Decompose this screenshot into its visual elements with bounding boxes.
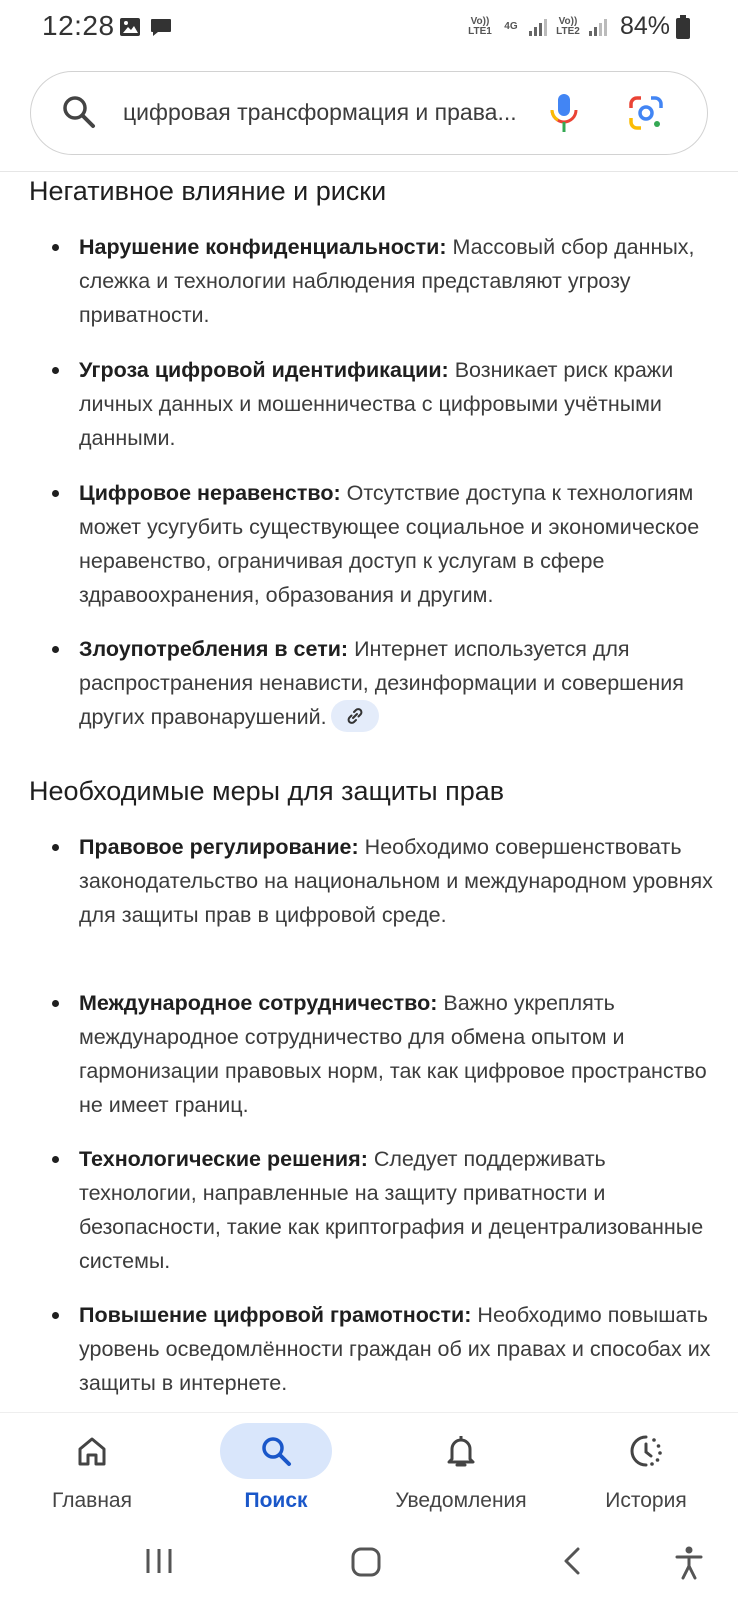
item-body: Следует поддерживать технологии, направленные на защиту приватности и безопасности, такие как криптография и децентрализованные системы. [79,1147,704,1273]
home-icon [74,1433,110,1469]
list-item-text [79,230,719,332]
battery-percent: 84% [619,12,670,40]
item-heading: Повышение цифровой грамотности: [79,1303,472,1327]
search-box[interactable] [30,71,708,155]
item-body: Отсутствие доступа к технологиям может усугубить существующее социальное и экономическое неравенство, ограничивая доступ к услугам в сфере здравоохранения, образования и другим. [79,481,700,607]
list-item-text [79,1142,719,1278]
bullet-dot [52,490,59,497]
gallery-notification-icon [119,16,141,43]
nav-search[interactable] [206,1413,346,1531]
section-title: Необходимые меры для защиты прав [29,776,505,806]
nav-notifications[interactable] [382,1413,540,1531]
battery-icon [676,15,690,39]
google-lens-icon[interactable] [627,94,665,137]
home-button[interactable] [350,1546,382,1583]
bullet-dot [52,1156,59,1163]
back-icon [560,1546,584,1576]
item-heading: Угроза цифровой идентификации: [79,358,449,382]
nav-label: Главная [52,1489,132,1512]
item-body: Возникает риск кражи личных данных и мошенничества с цифровыми учётными данными. [79,358,674,450]
status-bar [0,0,738,56]
list-item-text [79,476,729,612]
bullet-dot [52,646,59,653]
bullet-dot [52,1000,59,1007]
link-icon [345,707,365,725]
status-indicators [466,12,690,41]
signal-icon [528,17,548,37]
item-heading: Цифровое неравенство: [79,481,341,505]
list-item-text [79,830,719,932]
list-item-text [79,353,719,455]
item-heading: Международное сотрудничество: [79,991,438,1015]
list-item-text [79,986,719,1122]
item-body: Важно укреплять международное сотрудничество для обмена опытом и гармонизации правовых норм, так как цифровое пространство не имеет границ. [79,991,707,1117]
item-heading: Правовое регулирование: [79,835,359,859]
network-type: 4G [504,20,518,32]
bottom-navigation [0,1412,738,1530]
bullet-dot [52,244,59,251]
item-body: Массовый сбор данных, слежка и технологии наблюдения представляют угрозу приватности. [79,235,695,327]
item-body: Необходимо повышать уровень осведомлённости граждан об их правах и способах их защиты в интернете. [79,1303,711,1395]
status-time: 12:28 [42,10,115,41]
accessibility-icon [674,1546,704,1580]
item-heading: Нарушение конфиденциальности: [79,235,447,259]
search-icon[interactable] [61,94,97,135]
recent-apps-button[interactable] [144,1546,174,1581]
search-icon [258,1433,294,1469]
nav-home[interactable] [22,1413,162,1531]
search-header [0,56,738,172]
message-notification-icon [150,16,172,43]
item-body: Интернет используется для распространения ненависти, дезинформации и совершения других правонарушений. [79,637,684,729]
nav-icon-wrap [405,1423,517,1479]
recent-apps-icon [144,1546,174,1576]
item-heading: Злоупотребления в сети: [79,637,349,661]
source-link-chip[interactable] [331,700,379,732]
item-heading: Технологические решения: [79,1147,368,1171]
nav-icon-wrap [590,1423,702,1479]
search-input[interactable]: цифровая трансформация и права... [123,99,517,125]
mic-icon[interactable] [549,92,579,139]
bullet-dot [52,844,59,851]
bullet-dot [52,1312,59,1319]
bell-icon [443,1433,479,1469]
nav-icon-wrap [36,1423,148,1479]
nav-history[interactable] [576,1413,716,1531]
accessibility-button[interactable] [674,1546,704,1585]
system-navigation-bar [0,1530,738,1600]
sim2-label: Vo)) LTE2 [556,15,580,37]
home-square-icon [350,1546,382,1578]
back-button[interactable] [560,1546,584,1581]
sim1-label: Vo)) LTE1 [468,15,492,37]
nav-label: Уведомления [395,1489,527,1512]
nav-label: Поиск [244,1489,308,1512]
nav-label: История [605,1489,687,1512]
bullet-dot [52,367,59,374]
nav-icon-wrap [220,1423,332,1479]
ai-overview-content [0,172,738,1412]
list-item-text [79,1298,719,1400]
signal-icon [588,17,608,37]
list-item-text [79,632,719,734]
history-icon [628,1433,664,1469]
item-body: Необходимо совершенствовать законодательство на национальном и международном уровнях для защиты прав в цифровой среде. [79,835,713,927]
section-title: Негативное влияние и риски [29,176,387,206]
